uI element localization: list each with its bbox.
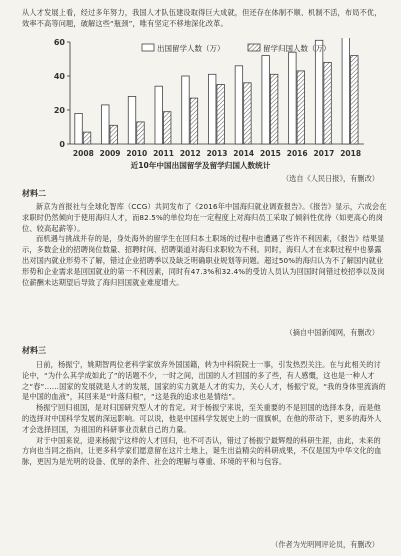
source-note-2: （摘自中国新闻网，有删改） bbox=[285, 328, 379, 337]
bar-study-abroad bbox=[315, 40, 322, 144]
x-tick-label: 2012 bbox=[179, 149, 201, 158]
x-tick-label: 2011 bbox=[153, 149, 174, 158]
x-tick-label: 2014 bbox=[233, 149, 255, 158]
material-3-body bbox=[22, 360, 387, 468]
material-2-paragraph-2: 而机遇与挑战并存的是，身处海外的留学生在回归本土职场的过程中也遭遇了些许不利因素，《报告》结果显示，多数企业的招聘岗位数量、招聘时间、招聘渠道对海归求职较为不利。同时，海归人才在求职过程中也暴露出对国内就业形势不了解，错过企业招聘季以及缺乏明确职业规划等问题。超过50%的海归认为不了解国内就业形势和企业需求是回国就业的第一不利因素，同时有47.3%和32.4%的受访人员认为回国时间错过校招季以及岗位薪酬未达期望后导致了海归回国就业难度增大。 bbox=[22, 234, 385, 287]
bar-return bbox=[110, 125, 117, 144]
section-heading-3: 材料三 bbox=[22, 346, 46, 355]
bar-study-abroad bbox=[102, 105, 109, 144]
source-note-3: （作者为光明网评论员，有删改） bbox=[271, 540, 379, 549]
y-tick-label: 0 bbox=[59, 140, 65, 149]
chart-caption: 近10年中国出国留学及留学归国人数统计 bbox=[130, 161, 271, 170]
material-3-paragraph-3: 对于中国来说，迎来杨振宁这样的人才回归，也不可否认，错过了杨振宁最辉煌的科研生涯，由此，未来的方向也当同之指向，让更多科学家们愿意留在这片土地上，诞生出益精尖的科研成果，不仅是国为中华文化的血脉，更因为是光明的设备、优厚的条件、社会的理解与尊重、环境的平和与包容。 bbox=[22, 435, 382, 467]
legend-label-return: 留学归国人数（万） bbox=[263, 44, 331, 53]
bar-return bbox=[244, 83, 251, 144]
x-tick-label: 2008 bbox=[72, 149, 94, 158]
bar-chart bbox=[48, 38, 370, 164]
x-tick-label: 2016 bbox=[286, 149, 308, 158]
legend-swatch-study-abroad bbox=[142, 44, 154, 51]
bar-return bbox=[324, 62, 331, 144]
y-tick-label: 60 bbox=[53, 38, 65, 47]
y-tick-label: 20 bbox=[53, 106, 65, 115]
x-tick-label: 2017 bbox=[313, 149, 335, 158]
legend-label-study-abroad: 出国留学人数（万） bbox=[157, 44, 225, 53]
bar-return bbox=[270, 74, 277, 144]
bar-study-abroad bbox=[155, 86, 162, 144]
bar-study-abroad bbox=[235, 66, 242, 144]
bar-study-abroad bbox=[342, 38, 349, 144]
bar-study-abroad bbox=[208, 74, 215, 144]
x-tick-label: 2009 bbox=[99, 149, 121, 158]
y-tick-label: 40 bbox=[53, 72, 65, 81]
bar-return bbox=[83, 132, 90, 144]
bar-return bbox=[297, 71, 304, 144]
material-3-paragraph-1: 日前，杨振宁，姚期智两位老科学家放弃外国国籍，转为中科院院士一事，引发热烈关注。在与此相关的讨论中，“为什么其学成如此了”的话题不少，一时之间，出国的人才回国的多了些，有人感慨，这也是一种人才之“春”……国家的发展就是人才的发展，国家的实力就是人才的实力，关心人才，杨振宁说，“我的身体里流淌的是中国的血液”，其回来是“叶落归根”，“这是我的追求也是情结”。 bbox=[22, 360, 386, 402]
bar-study-abroad bbox=[182, 76, 189, 144]
bar-study-abroad bbox=[75, 113, 82, 144]
legend-swatch-return bbox=[248, 44, 260, 51]
bar-return bbox=[163, 112, 170, 144]
x-tick-label: 2015 bbox=[260, 149, 281, 158]
x-tick-label: 2018 bbox=[340, 149, 362, 158]
bar-return bbox=[217, 85, 224, 145]
material-2-body bbox=[22, 202, 387, 288]
material-2-paragraph-1: 新京为首报社与全球化智库（CCG）共同发布了《2016年中国海归就业调查报告》。《报告》显示，六成会在求职时仍然倾向于使用海归人才，而82.5%的单位均在一定程度上对海归员工采取了倾斜性优待（如更高心的岗位、较高起薪等）。 bbox=[22, 202, 387, 233]
source-note-1: （选自《人民日报》，有删改） bbox=[281, 174, 379, 183]
x-tick-label: 2013 bbox=[206, 149, 228, 158]
bar-study-abroad bbox=[289, 52, 296, 144]
intro-paragraph: 从人才发展上看，经过多年努力，我国人才队伍建设取得巨大成就，但还存在体制不顺、机制不活，布局不优，效率不高等问题，破解这些“瓶颈”，唯有坚定不移地深化改革。 bbox=[22, 8, 382, 28]
bar-return bbox=[351, 56, 358, 144]
section-heading-2: 材料二 bbox=[22, 189, 46, 198]
bar-study-abroad bbox=[262, 56, 269, 144]
x-tick-label: 2010 bbox=[126, 149, 148, 158]
bar-return bbox=[190, 98, 197, 144]
bar-study-abroad bbox=[128, 96, 135, 144]
bar-return bbox=[137, 122, 144, 144]
material-3-paragraph-2: 杨振宁回归祖国，是对归国研究型人才的肯定。对于杨振宁来说，至关重要的不是回国的选择本身，而是他的选择对中国科学发展的深远影响。可以说，他是中国科学发展史上的一面旗帜，在他的带动下，更多的海外人才会选择回国，为祖国的科研事业贡献自己的力量。 bbox=[22, 403, 382, 434]
